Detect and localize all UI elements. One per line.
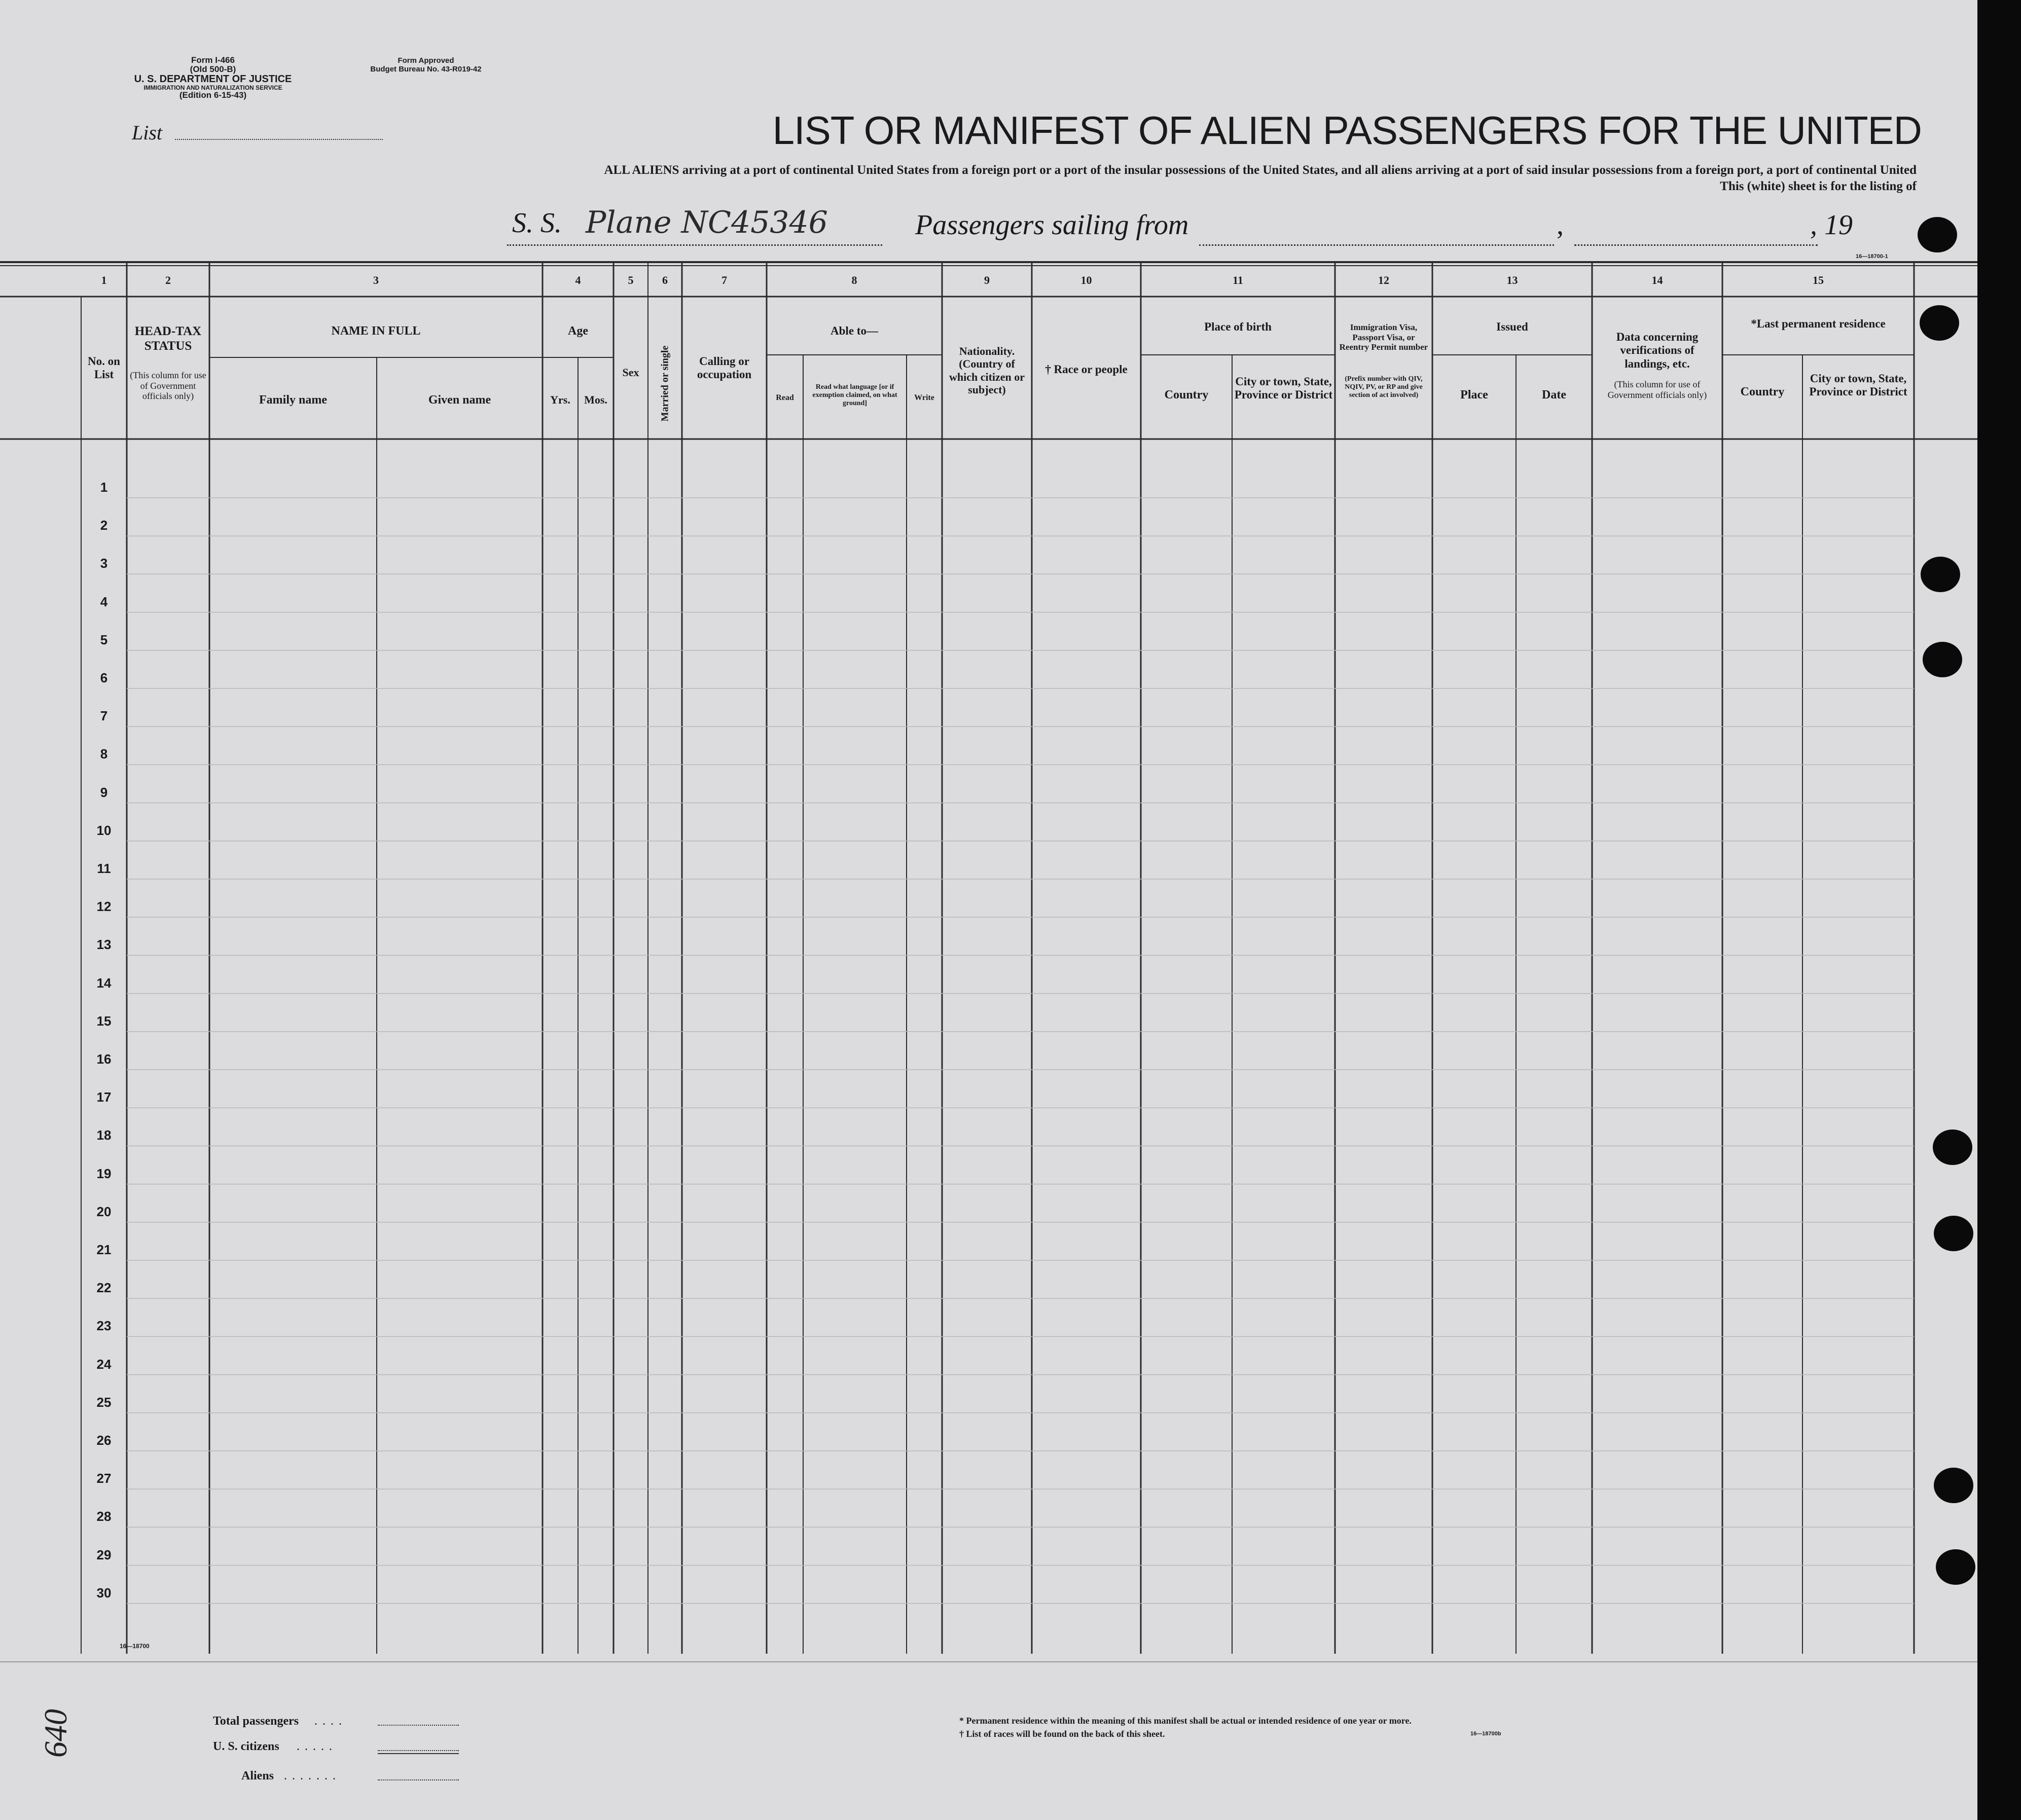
row-number: 12 <box>96 899 112 915</box>
aliens-leader: ....... <box>284 1769 341 1782</box>
row-number: 28 <box>96 1509 112 1524</box>
form-number: Form I-466 <box>191 55 235 65</box>
row-number: 23 <box>96 1318 112 1334</box>
total-rule <box>378 1753 459 1754</box>
row-number: 3 <box>100 556 108 571</box>
footnote-races: † List of races will be found on the back of this sheet. <box>959 1729 1165 1739</box>
header-issued: Issued <box>1496 320 1528 333</box>
row-number: 24 <box>96 1356 112 1372</box>
total-passengers-leader: .... <box>314 1715 347 1728</box>
header-issued-place: Place <box>1460 388 1488 402</box>
sailing-from-label: Passengers sailing from <box>915 209 1189 241</box>
service-name: IMMIGRATION AND NATURALIZATION SERVICE <box>143 84 282 91</box>
punch-hole <box>1920 305 1959 341</box>
row-number: 25 <box>96 1394 112 1410</box>
vessel-name-handwritten: Plane NC45346 <box>586 205 828 240</box>
punch-hole <box>1933 1130 1972 1165</box>
row-number: 6 <box>100 670 108 685</box>
row-number: 22 <box>96 1280 112 1296</box>
footnote-code: 16—18700b <box>1470 1731 1501 1737</box>
column-number-3: 3 <box>373 274 379 286</box>
punch-hole <box>1934 1468 1973 1503</box>
header-read-language: Read what language [or if exemption claimed, on what ground] <box>812 383 897 408</box>
row-number: 5 <box>100 632 108 647</box>
row-number: 30 <box>96 1585 112 1600</box>
aliens-field[interactable] <box>378 1779 459 1780</box>
fold-line <box>0 1661 1977 1662</box>
us-citizens-leader: ..... <box>297 1740 337 1753</box>
margin-number: 640 <box>38 1709 74 1758</box>
row-number: 15 <box>96 1013 112 1029</box>
total-passengers-label: Total passengers <box>213 1715 299 1728</box>
punch-hole <box>1921 557 1960 592</box>
old-form-number: (Old 500-B) <box>190 64 236 74</box>
column-number-14: 14 <box>1651 274 1663 286</box>
column-number-5: 5 <box>628 274 634 286</box>
header-head-tax-note: (This column for use of Government officials only) <box>130 370 206 402</box>
column-number-15: 15 <box>1813 274 1824 286</box>
budget-bureau-label: Budget Bureau No. 43-R019-42 <box>370 64 482 74</box>
punch-hole <box>1918 217 1957 252</box>
header-mos: Mos. <box>584 393 607 406</box>
header-head-tax: HEAD-TAX STATUS <box>134 324 202 353</box>
header-no-on-list: No. on List <box>88 355 120 381</box>
page-title: LIST OR MANIFEST OF ALIEN PASSENGERS FOR THE UNITED <box>772 108 1922 153</box>
header-issued-date: Date <box>1542 388 1566 402</box>
us-citizens-label: U. S. citizens <box>213 1740 279 1753</box>
row-number: 14 <box>96 975 112 991</box>
punch-hole <box>1934 1216 1973 1251</box>
row-number: 13 <box>96 937 112 953</box>
row-number: 21 <box>96 1242 112 1257</box>
row-number: 2 <box>100 518 108 533</box>
header-given-name: Given name <box>428 393 491 407</box>
total-passengers-field[interactable] <box>378 1725 459 1726</box>
row-number: 9 <box>100 784 108 800</box>
header-able-to: Able to— <box>831 324 878 337</box>
row-number: 16 <box>96 1051 112 1067</box>
list-label: List <box>132 121 163 144</box>
footnote-permanent-residence: * Permanent residence within the meaning of this manifest shall be actual or intended residence of one year or more. <box>959 1716 1412 1726</box>
header-calling: Calling or occupation <box>697 355 752 381</box>
printer-code-left: 16—18700 <box>120 1643 150 1650</box>
header-residence-city: City or town, State, Province or District <box>1809 372 1907 398</box>
department-name: U. S. DEPARTMENT OF JUSTICE <box>134 73 292 85</box>
us-citizens-field[interactable] <box>378 1750 459 1751</box>
punch-hole <box>1936 1549 1975 1585</box>
row-number: 18 <box>96 1127 112 1143</box>
column-number-4: 4 <box>575 274 581 286</box>
vessel-prefix: S. S. <box>512 207 562 239</box>
aliens-label: Aliens <box>241 1769 274 1782</box>
edition-label: (Edition 6-15-43) <box>179 90 247 100</box>
row-number: 17 <box>96 1089 112 1105</box>
header-birth-country: Country <box>1164 388 1209 402</box>
column-number-8: 8 <box>851 274 857 286</box>
year-prefix: , 19 <box>1810 209 1853 241</box>
header-race: † Race or people <box>1045 363 1128 376</box>
header-visa-note: (Prefix number with QIV, NQIV, PV, or RP and give section of act involved) <box>1345 375 1423 399</box>
column-number-13: 13 <box>1506 274 1518 286</box>
subtitle-line-2: This (white) sheet is for the listing of <box>1720 179 1917 193</box>
column-number-2: 2 <box>165 274 171 286</box>
row-number: 27 <box>96 1471 112 1486</box>
header-age: Age <box>568 324 588 338</box>
header-birth-city: City or town, State, Province or District <box>1234 375 1333 402</box>
header-write: Write <box>914 393 934 402</box>
column-number-7: 7 <box>721 274 727 286</box>
column-number-12: 12 <box>1378 274 1389 286</box>
header-verification-note: (This column for use of Government officials only) <box>1607 379 1707 400</box>
row-number: 4 <box>100 594 108 609</box>
column-number-10: 10 <box>1080 274 1092 286</box>
header-residence-country: Country <box>1740 385 1785 398</box>
header-read: Read <box>776 393 794 402</box>
header-place-of-birth: Place of birth <box>1204 320 1272 333</box>
totals-area <box>0 1654 1977 1820</box>
header-yrs: Yrs. <box>550 393 570 406</box>
header-visa: Immigration Visa, Passport Visa, or Reentry Permit number <box>1339 322 1428 352</box>
row-number: 20 <box>96 1204 112 1219</box>
row-number: 7 <box>100 708 108 724</box>
header-verification: Data concerning verifications of landings, etc. <box>1616 331 1699 370</box>
punch-hole <box>1923 642 1962 677</box>
form-approved-label: Form Approved <box>398 56 454 65</box>
column-number-1: 1 <box>101 274 107 286</box>
subtitle-line-1: ALL ALIENS arriving at a port of continental United States from a foreign port or a port of the insular possessions of the United States, and all aliens arriving at a port of said insular possessions from a foreign port, a port of continental United <box>604 163 1917 177</box>
row-number: 1 <box>100 480 108 495</box>
header-nationality: Nationality. (Country of which citizen or subject) <box>949 345 1025 396</box>
header-family-name: Family name <box>259 393 327 407</box>
row-number: 10 <box>96 822 112 838</box>
header-last-residence: *Last permanent residence <box>1751 317 1886 330</box>
row-number: 8 <box>100 746 108 762</box>
header-married-single: Married or single <box>659 345 671 422</box>
row-number: 29 <box>96 1547 112 1562</box>
column-number-6: 6 <box>662 274 668 286</box>
row-number: 11 <box>97 861 111 876</box>
column-number-11: 11 <box>1233 274 1243 286</box>
row-number: 26 <box>96 1433 112 1448</box>
row-number: 19 <box>96 1166 112 1181</box>
header-sex: Sex <box>622 366 639 379</box>
printer-code-top: 16—18700-1 <box>1856 253 1888 260</box>
header-name-in-full: NAME IN FULL <box>331 324 421 338</box>
column-number-9: 9 <box>984 274 990 286</box>
sailing-comma: , <box>1557 209 1564 241</box>
